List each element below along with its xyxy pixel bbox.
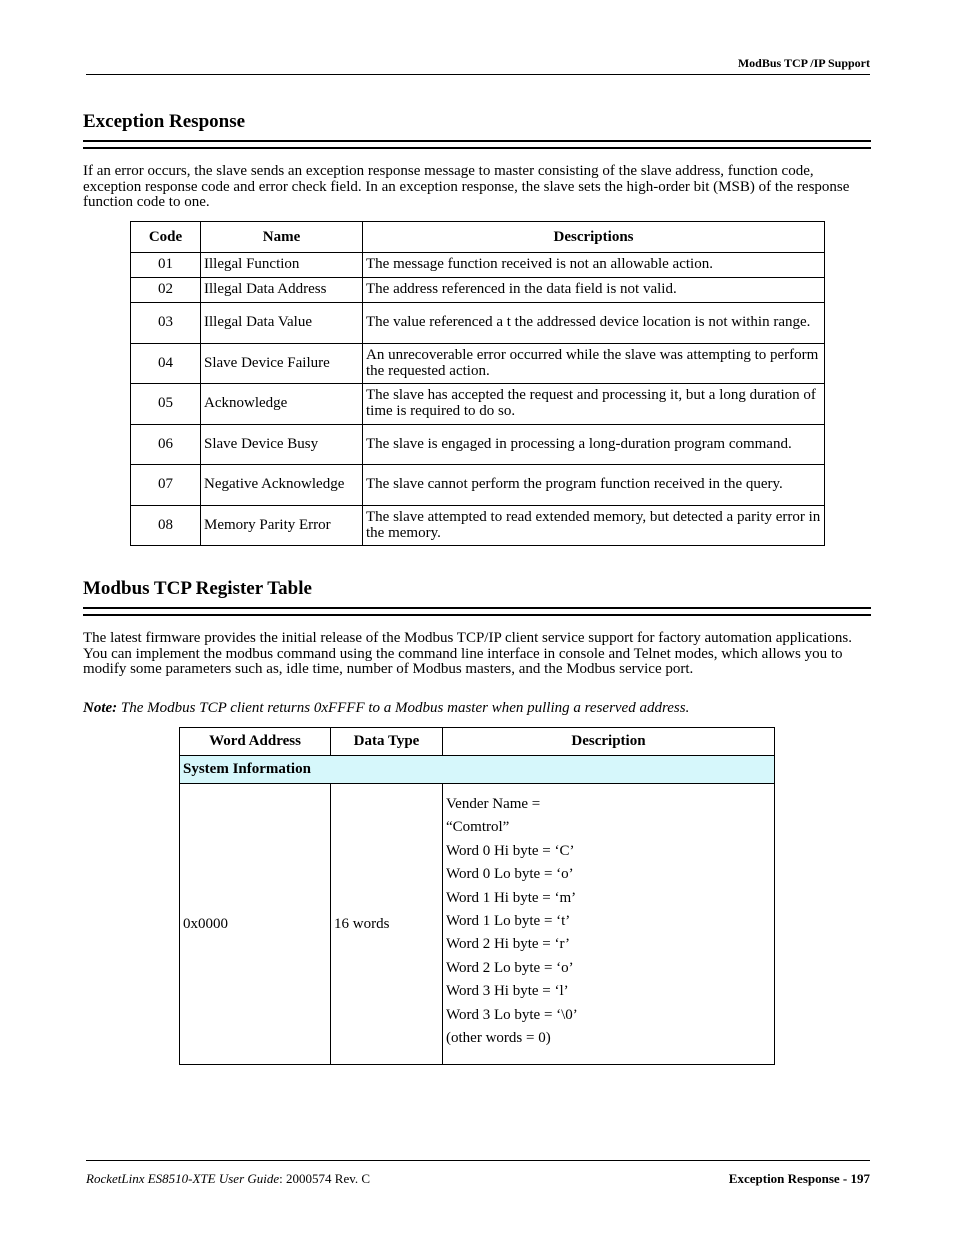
note-label: Note: bbox=[83, 700, 118, 716]
group-label-system-information: System Information bbox=[180, 756, 775, 784]
description-cell: The slave cannot perform the program function received in the query. bbox=[363, 465, 825, 506]
word-address-cell: 0x0000 bbox=[180, 784, 331, 1065]
table-row bbox=[180, 784, 775, 1065]
table-row bbox=[131, 425, 825, 465]
table-row bbox=[131, 303, 825, 344]
description-line: (other words = 0) bbox=[446, 1030, 551, 1047]
register-intro-paragraph: The latest firmware provides the initial release of the Modbus TCP/IP client service support for factory automation applications. You can implement the modbus command using the command line interface in console and Telnet modes, which allows you to modify some parameters such as, idle time, number of Modbus masters, and the Modbus service port. bbox=[83, 630, 852, 678]
code-cell: 01 bbox=[131, 253, 201, 278]
name-cell: Negative Acknowledge bbox=[201, 465, 363, 506]
description-cell bbox=[443, 784, 775, 1065]
description-cell: The value referenced a t the addressed device location is not within range. bbox=[363, 303, 825, 344]
footer-page-label: Exception Response - 197 bbox=[728, 1171, 870, 1186]
table-row bbox=[131, 344, 825, 384]
code-cell: 04 bbox=[131, 344, 201, 384]
column-header-code: Code bbox=[131, 222, 201, 253]
footer-rule bbox=[86, 1160, 870, 1161]
section-title-register-table: Modbus TCP Register Table bbox=[83, 578, 312, 599]
exception-intro-paragraph: If an error occurs, the slave sends an exception response message to master consisting of the slave address, function code, exception response code and error check field. In an exception response, the slave sets the high-order bit (MSB) of the response function code to one. bbox=[83, 163, 850, 211]
description-line: “Comtrol” bbox=[446, 819, 510, 836]
table-header-row bbox=[180, 728, 775, 756]
name-cell: Slave Device Busy bbox=[201, 425, 363, 465]
table-row bbox=[131, 384, 825, 425]
code-cell: 06 bbox=[131, 425, 201, 465]
name-cell: Illegal Data Address bbox=[201, 278, 363, 303]
register-table bbox=[179, 727, 775, 1065]
column-header-word-address: Word Address bbox=[180, 728, 331, 756]
code-cell: 05 bbox=[131, 384, 201, 425]
column-header-name: Name bbox=[201, 222, 363, 253]
name-cell: Memory Parity Error bbox=[201, 506, 363, 546]
code-cell: 03 bbox=[131, 303, 201, 344]
description-line: Vender Name = bbox=[446, 796, 541, 812]
code-cell: 02 bbox=[131, 278, 201, 303]
header-rule bbox=[86, 74, 870, 75]
footer-document-title bbox=[86, 1171, 370, 1187]
description-line: Word 2 Lo byte = ‘o’ bbox=[446, 959, 574, 976]
column-header-description: Description bbox=[443, 728, 775, 756]
section-rule bbox=[83, 140, 871, 149]
code-cell: 07 bbox=[131, 465, 201, 506]
description-line: Word 1 Lo byte = ‘t’ bbox=[446, 913, 571, 930]
table-row bbox=[131, 253, 825, 278]
table-row bbox=[131, 278, 825, 303]
footer-revision: : 2000574 Rev. C bbox=[279, 1171, 371, 1186]
description-cell: The slave attempted to read extended memory, but detected a parity error in the memory. bbox=[363, 506, 825, 546]
code-cell: 08 bbox=[131, 506, 201, 546]
exception-codes-table bbox=[130, 221, 825, 546]
description-line: Word 0 Hi byte = ‘C’ bbox=[446, 842, 575, 859]
footer-guide-name: RocketLinx ES8510-XTE User Guide bbox=[86, 1171, 280, 1186]
description-cell: An unrecoverable error occurred while the slave was attempting to perform the requested action. bbox=[363, 344, 825, 384]
name-cell: Acknowledge bbox=[201, 384, 363, 425]
name-cell: Illegal Function bbox=[201, 253, 363, 278]
column-header-descriptions: Descriptions bbox=[363, 222, 825, 253]
name-cell: Slave Device Failure bbox=[201, 344, 363, 384]
description-cell: The slave has accepted the request and processing it, but a long duration of time is required to do so. bbox=[363, 384, 825, 425]
note bbox=[83, 700, 689, 717]
table-row bbox=[131, 506, 825, 546]
description-line: Word 1 Hi byte = ‘m’ bbox=[446, 889, 577, 906]
group-row bbox=[180, 756, 775, 784]
description-cell: The slave is engaged in processing a long-duration program command. bbox=[363, 425, 825, 465]
description-line: Word 0 Lo byte = ‘o’ bbox=[446, 866, 574, 883]
running-header: ModBus TCP /IP Support bbox=[737, 56, 870, 70]
description-line: Word 2 Hi byte = ‘r’ bbox=[446, 936, 571, 953]
description-line: Word 3 Lo byte = ‘\0’ bbox=[446, 1006, 578, 1023]
section-rule bbox=[83, 607, 871, 616]
table-header-row bbox=[131, 222, 825, 253]
table-row bbox=[131, 465, 825, 506]
data-type-cell: 16 words bbox=[331, 784, 443, 1065]
note-text: The Modbus TCP client returns 0xFFFF to a Modbus master when pulling a reserved address. bbox=[120, 700, 690, 716]
description-cell: The address referenced in the data field is not valid. bbox=[363, 278, 825, 303]
description-cell: The message function received is not an allowable action. bbox=[363, 253, 825, 278]
name-cell: Illegal Data Value bbox=[201, 303, 363, 344]
column-header-data-type: Data Type bbox=[331, 728, 443, 756]
description-line: Word 3 Hi byte = ‘l’ bbox=[446, 983, 569, 1000]
section-title-exception-response: Exception Response bbox=[83, 111, 246, 132]
